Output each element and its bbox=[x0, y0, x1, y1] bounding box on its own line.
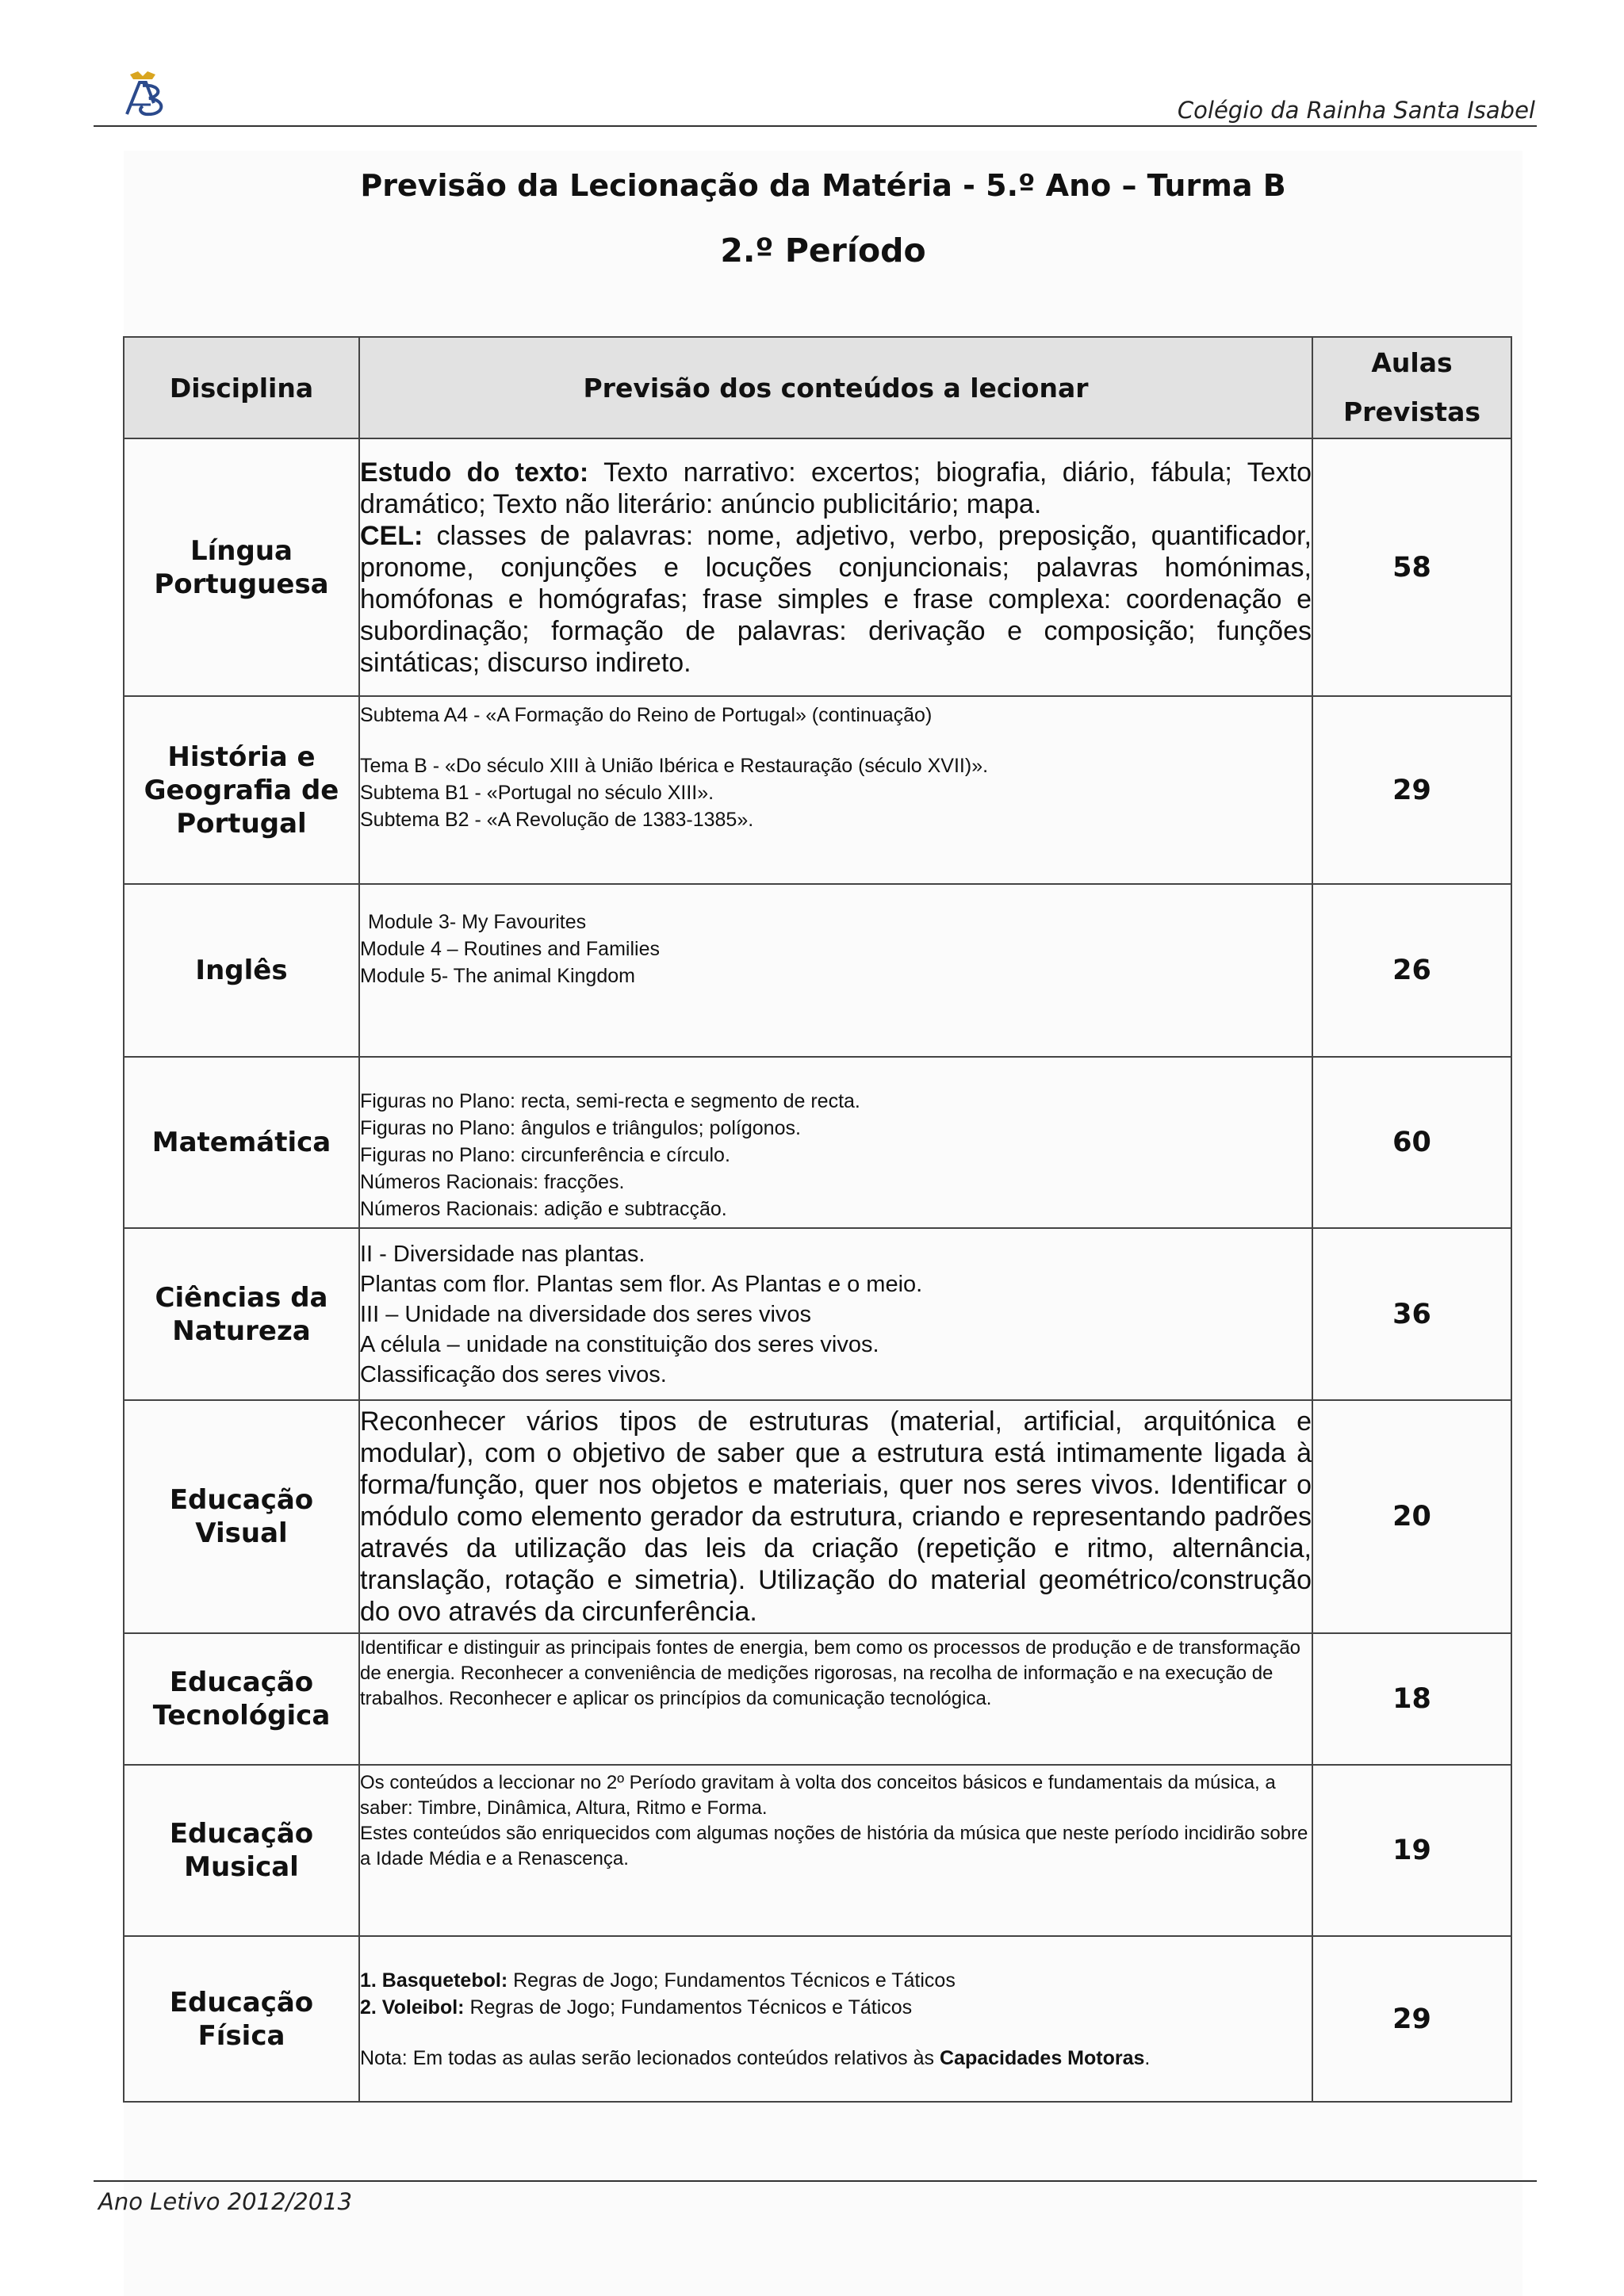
contents-line: Module 4 – Routines and Families bbox=[360, 938, 660, 960]
table-header-row bbox=[124, 337, 1511, 438]
contents-line: Figuras no Plano: circunferência e círculo. bbox=[360, 1144, 730, 1166]
contents-line: Figuras no Plano: ângulos e triângulos; polígonos. bbox=[360, 1117, 801, 1139]
contents-line: III – Unidade na diversidade dos seres vivos bbox=[360, 1301, 812, 1327]
contents-line: Module 3- My Favourites bbox=[368, 911, 587, 933]
contents-line: Subtema A4 - «A Formação do Reino de Portugal» (continuação) bbox=[360, 704, 933, 726]
column-header-contents: Previsão dos conteúdos a lecionar bbox=[359, 337, 1312, 438]
discipline-name: Portuguesa bbox=[154, 568, 329, 600]
contents-line: A célula – unidade na constituição dos seres vivos. bbox=[360, 1331, 879, 1357]
discipline-name: Inglês bbox=[195, 955, 288, 986]
discipline-cell bbox=[124, 1228, 359, 1400]
lessons-count: 60 bbox=[1312, 1057, 1511, 1228]
contents-text: Os conteúdos a leccionar no 2º Período gravitam à volta dos conceitos básicos e fundamentais da música, a saber: Timbre, Dinâmica, Altura, Ritmo e Forma. bbox=[360, 1772, 1276, 1819]
contents-text: Estes conteúdos são enriquecidos com algumas noções de história da música que neste período incidirão sobre a Idade Média e a Renascença. bbox=[360, 1823, 1308, 1869]
discipline-cell bbox=[124, 1936, 359, 2102]
lessons-count: 29 bbox=[1312, 696, 1511, 884]
contents-cell bbox=[359, 438, 1312, 696]
contents-text: classes de palavras: nome, adjetivo, verbo, preposição, quantificador, pronome, conjunções e locuções conjuncionais; palavras homónimas, homófonas e homógrafas; frase simples e frase complexa: coordenação e subordinação; formação de palavras: derivação e composição; funções sintáticas; discurso indireto. bbox=[360, 520, 1312, 678]
column-header-lessons-line1: Aulas bbox=[1371, 347, 1453, 378]
school-logo-icon bbox=[119, 68, 170, 121]
discipline-name: Matemática bbox=[151, 1127, 331, 1158]
contents-line: Subtema B2 - «A Revolução de 1383-1385». bbox=[360, 809, 754, 831]
table-row bbox=[124, 1765, 1511, 1936]
contents-label: Capacidades Motoras bbox=[939, 2046, 1145, 2069]
school-name: Colégio da Rainha Santa Isabel bbox=[1177, 97, 1535, 124]
header-divider bbox=[94, 125, 1537, 127]
contents-text: Regras de Jogo; Fundamentos Técnicos e Táticos bbox=[508, 1969, 956, 1992]
contents-line: Números Racionais: adição e subtracção. bbox=[360, 1198, 727, 1220]
contents-text: Regras de Jogo; Fundamentos Técnicos e Táticos bbox=[464, 1996, 913, 2019]
contents-cell bbox=[359, 1228, 1312, 1400]
contents-line: Números Racionais: fracções. bbox=[360, 1171, 625, 1193]
contents-cell bbox=[359, 1936, 1312, 2102]
contents-line: II - Diversidade nas plantas. bbox=[360, 1241, 645, 1267]
discipline-name: Portugal bbox=[176, 807, 307, 840]
table-row bbox=[124, 1228, 1511, 1400]
column-header-discipline: Disciplina bbox=[124, 337, 359, 438]
discipline-name: Educação bbox=[169, 1986, 314, 2019]
discipline-cell bbox=[124, 1400, 359, 1633]
discipline-name: Língua bbox=[190, 534, 293, 567]
contents-label: 1. Basquetebol: bbox=[360, 1969, 508, 1992]
contents-text: . bbox=[1144, 2046, 1151, 2069]
contents-cell bbox=[359, 1400, 1312, 1633]
contents-line: Subtema B1 - «Portugal no século XIII». bbox=[360, 782, 714, 804]
page-title: Previsão da Lecionação da Matéria - 5.º Ano – Turma B bbox=[360, 168, 1286, 203]
column-header-lessons-line2: Previstas bbox=[1343, 396, 1480, 427]
lessons-count: 20 bbox=[1312, 1400, 1511, 1633]
contents-line: Tema B - «Do século XIII à União Ibérica e Restauração (século XVII)». bbox=[360, 755, 989, 777]
discipline-cell bbox=[124, 1057, 359, 1228]
contents-text: Reconhecer vários tipos de estruturas (material, artificial, arquitónica e modular), com o objetivo de saber que a estrutura está intimamente ligada à forma/função, quer nos objetos e materiais, quer nos seres vivos. Identificar o módulo como elemento gerador da estrutura, criando e representando padrões através da utilização das leis da criação (repetição e ritmo, alternância, translação, rotação e simetria). Utilização do material geométrico/construção do ovo através da circunferência. bbox=[360, 1406, 1312, 1627]
lessons-count: 18 bbox=[1312, 1633, 1511, 1765]
contents-text: Nota: Em todas as aulas serão lecionados conteúdos relativos às bbox=[360, 2046, 940, 2069]
table-row bbox=[124, 438, 1511, 696]
period-title: 2.º Período bbox=[720, 232, 926, 270]
lessons-count: 19 bbox=[1312, 1765, 1511, 1936]
table-row bbox=[124, 884, 1511, 1057]
table-row bbox=[124, 696, 1511, 884]
discipline-name: Educação bbox=[169, 1484, 314, 1516]
school-year: Ano Letivo 2012/2013 bbox=[98, 2188, 353, 2215]
discipline-name: Física bbox=[197, 2019, 285, 2052]
discipline-name: Educação bbox=[169, 1818, 314, 1850]
contents-line: Figuras no Plano: recta, semi-recta e segmento de recta. bbox=[360, 1090, 860, 1112]
contents-text: Identificar e distinguir as principais fontes de energia, bem como os processos de produção e de transformação de energia. Reconhecer a conveniência de medições rigorosas, na recolha de informação e na execução de trabalhos. Reconhecer e aplicar os princípios da comunicação tecnológica. bbox=[360, 1637, 1300, 1709]
table-row bbox=[124, 1633, 1511, 1765]
contents-label: CEL: bbox=[360, 520, 423, 551]
discipline-name: Visual bbox=[195, 1517, 288, 1549]
discipline-name: Educação bbox=[169, 1667, 314, 1698]
contents-cell bbox=[359, 1633, 1312, 1765]
contents-line: Plantas com flor. Plantas sem flor. As Plantas e o meio. bbox=[360, 1271, 923, 1297]
column-header-lessons bbox=[1312, 337, 1511, 438]
contents-line: Module 5- The animal Kingdom bbox=[360, 965, 635, 987]
contents-label: Estudo do texto: bbox=[360, 457, 589, 488]
lessons-count: 29 bbox=[1312, 1936, 1511, 2102]
discipline-cell bbox=[124, 1633, 359, 1765]
discipline-name: Geografia de bbox=[144, 774, 339, 806]
table-row bbox=[124, 1400, 1511, 1633]
table-row bbox=[124, 1936, 1511, 2102]
discipline-name: História e bbox=[167, 740, 316, 773]
lessons-count: 58 bbox=[1312, 438, 1511, 696]
discipline-cell bbox=[124, 438, 359, 696]
lessons-count: 36 bbox=[1312, 1228, 1511, 1400]
contents-label: 2. Voleibol: bbox=[360, 1996, 465, 2019]
lessons-count: 26 bbox=[1312, 884, 1511, 1057]
discipline-cell bbox=[124, 696, 359, 884]
contents-cell bbox=[359, 1765, 1312, 1936]
discipline-name: Ciências da bbox=[155, 1281, 328, 1314]
contents-line: Classificação dos seres vivos. bbox=[360, 1361, 667, 1387]
discipline-name: Tecnológica bbox=[152, 1700, 331, 1732]
discipline-cell bbox=[124, 884, 359, 1057]
table-row bbox=[124, 1057, 1511, 1228]
discipline-cell bbox=[124, 1765, 359, 1936]
discipline-name: Musical bbox=[184, 1851, 299, 1883]
discipline-name: Natureza bbox=[172, 1314, 311, 1347]
footer-divider bbox=[94, 2180, 1537, 2182]
contents-cell bbox=[359, 1057, 1312, 1228]
contents-cell bbox=[359, 884, 1312, 1057]
lesson-plan-table bbox=[123, 336, 1512, 2103]
contents-text: Texto narrativo: excertos; biografia, diário, fábula; Texto dramático; Texto não literário: anúncio publicitário; mapa. bbox=[360, 457, 1312, 519]
contents-cell bbox=[359, 696, 1312, 884]
